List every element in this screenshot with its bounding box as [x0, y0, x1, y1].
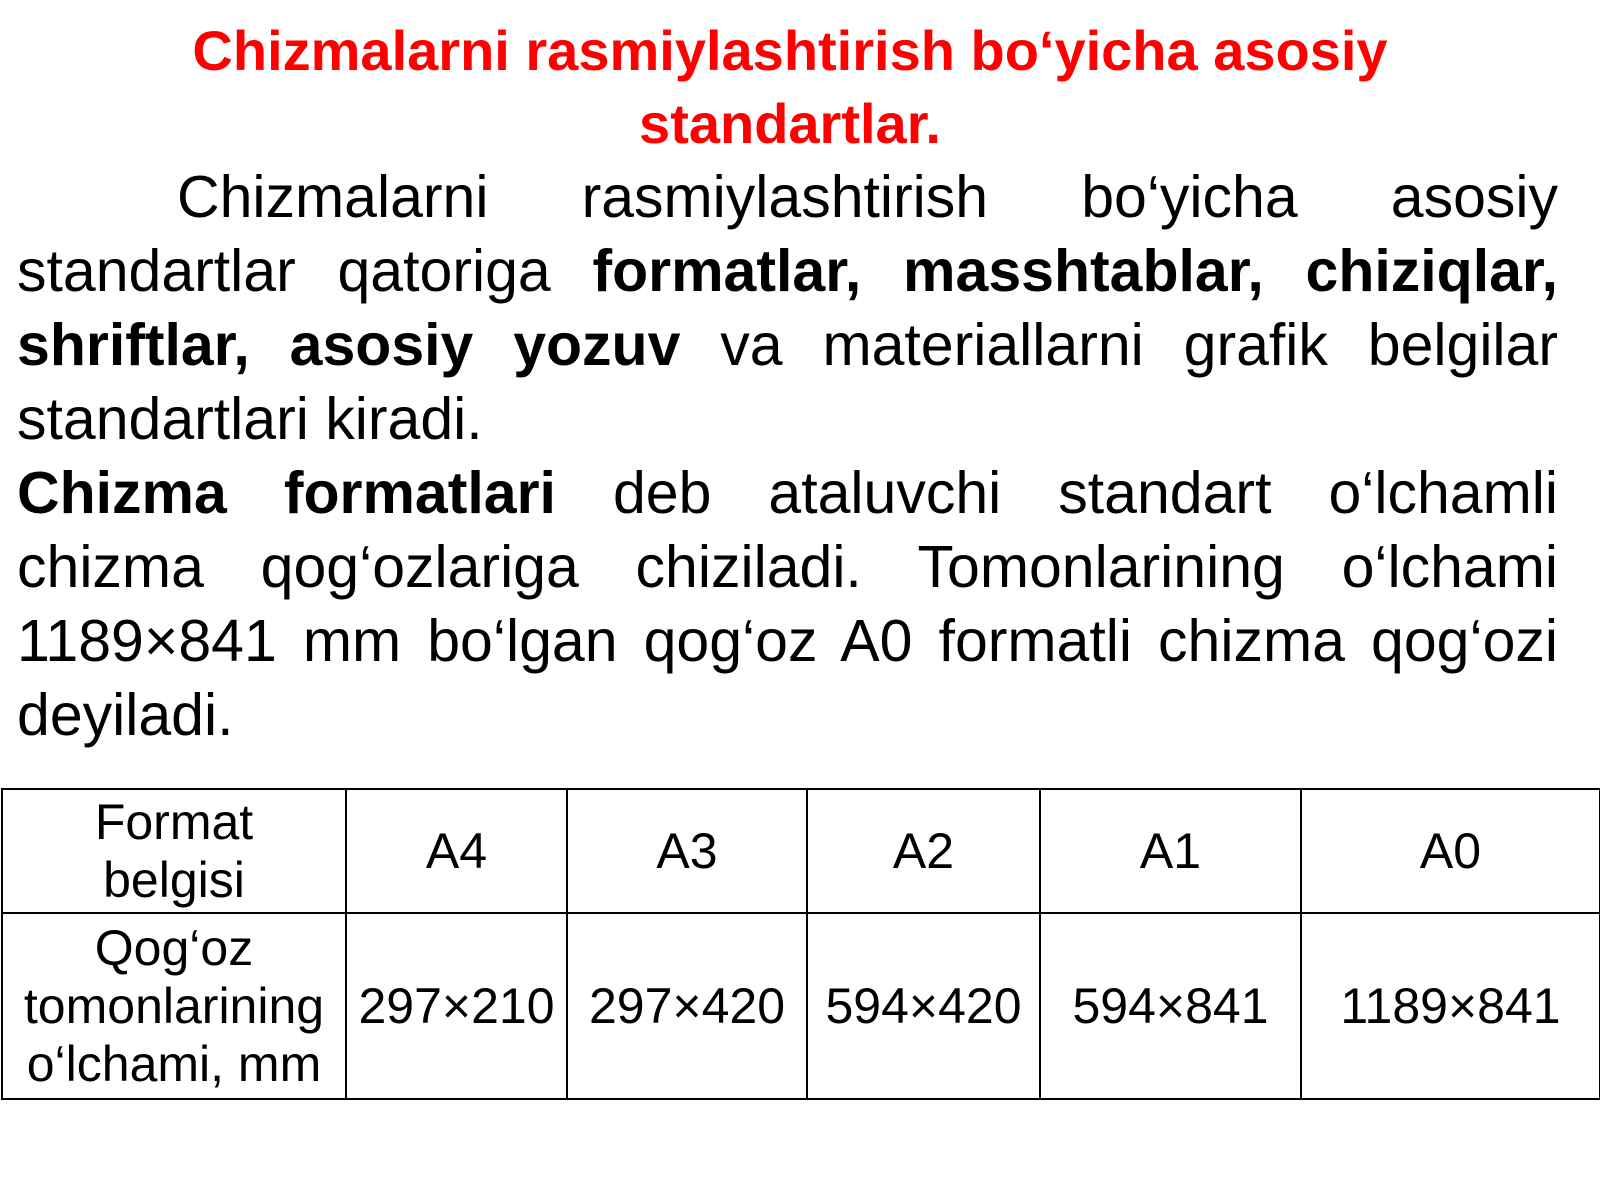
header-line: Qog‘oz: [94, 920, 254, 976]
table-cell-format: A0: [1301, 789, 1600, 913]
paragraph-standards: [17, 160, 1558, 456]
table-cell-size: 594×841: [1040, 913, 1301, 1099]
table-cell-size: 1189×841: [1301, 913, 1600, 1099]
page-title: Chizmalarni rasmiylashtirish bo‘yicha asosiy standartlar.: [192, 19, 1388, 155]
table-row-header-format: [2, 789, 346, 913]
header-line: belgisi: [103, 852, 245, 908]
paragraph-standards-text-1: Chizmalarni rasmiylashtirish bo‘yicha asosiy standartlar qatoriga: [17, 164, 1558, 304]
paragraph-formats-text-2: 841 mm bo‘lgan qog‘oz A0 formatli chizma qog‘ozi deyiladi.: [17, 608, 1558, 748]
paragraph-formats: [17, 456, 1558, 752]
paragraph-standards-bold: formatlar, masshtablar, chiziqlar, shriftlar, asosiy yozuv: [17, 238, 1558, 378]
table-row-format: [2, 789, 1600, 913]
header-line: tomonlarining: [23, 978, 325, 1034]
header-line: Format: [94, 794, 254, 850]
body-text: [17, 160, 1558, 752]
table-cell-format: A3: [567, 789, 807, 913]
table-cell-format: A2: [807, 789, 1040, 913]
table-row-header-size: [2, 913, 346, 1099]
table-cell-format: A1: [1040, 789, 1301, 913]
table-cell-size: 297×210: [346, 913, 567, 1099]
table-cell-format: A4: [346, 789, 567, 913]
table-cell-size: 594×420: [807, 913, 1040, 1099]
paragraph-formats-bold: Chizma formatlari: [17, 460, 556, 526]
paragraph-formats-text-1: deb ataluvchi standart o‘lchamli chizma qog‘ozlariga chiziladi. Tomonlarining o‘lchami 1189: [17, 460, 1558, 674]
header-line: o‘lchami, mm: [26, 1036, 322, 1092]
table-row-size: [2, 913, 1600, 1099]
paragraph-standards-text-2: va materiallarni grafik belgilar standartlari kiradi.: [17, 312, 1558, 452]
format-table: [1, 788, 1600, 1100]
table-cell-size: 297×420: [567, 913, 807, 1099]
multiplication-sign: ×: [143, 608, 179, 674]
